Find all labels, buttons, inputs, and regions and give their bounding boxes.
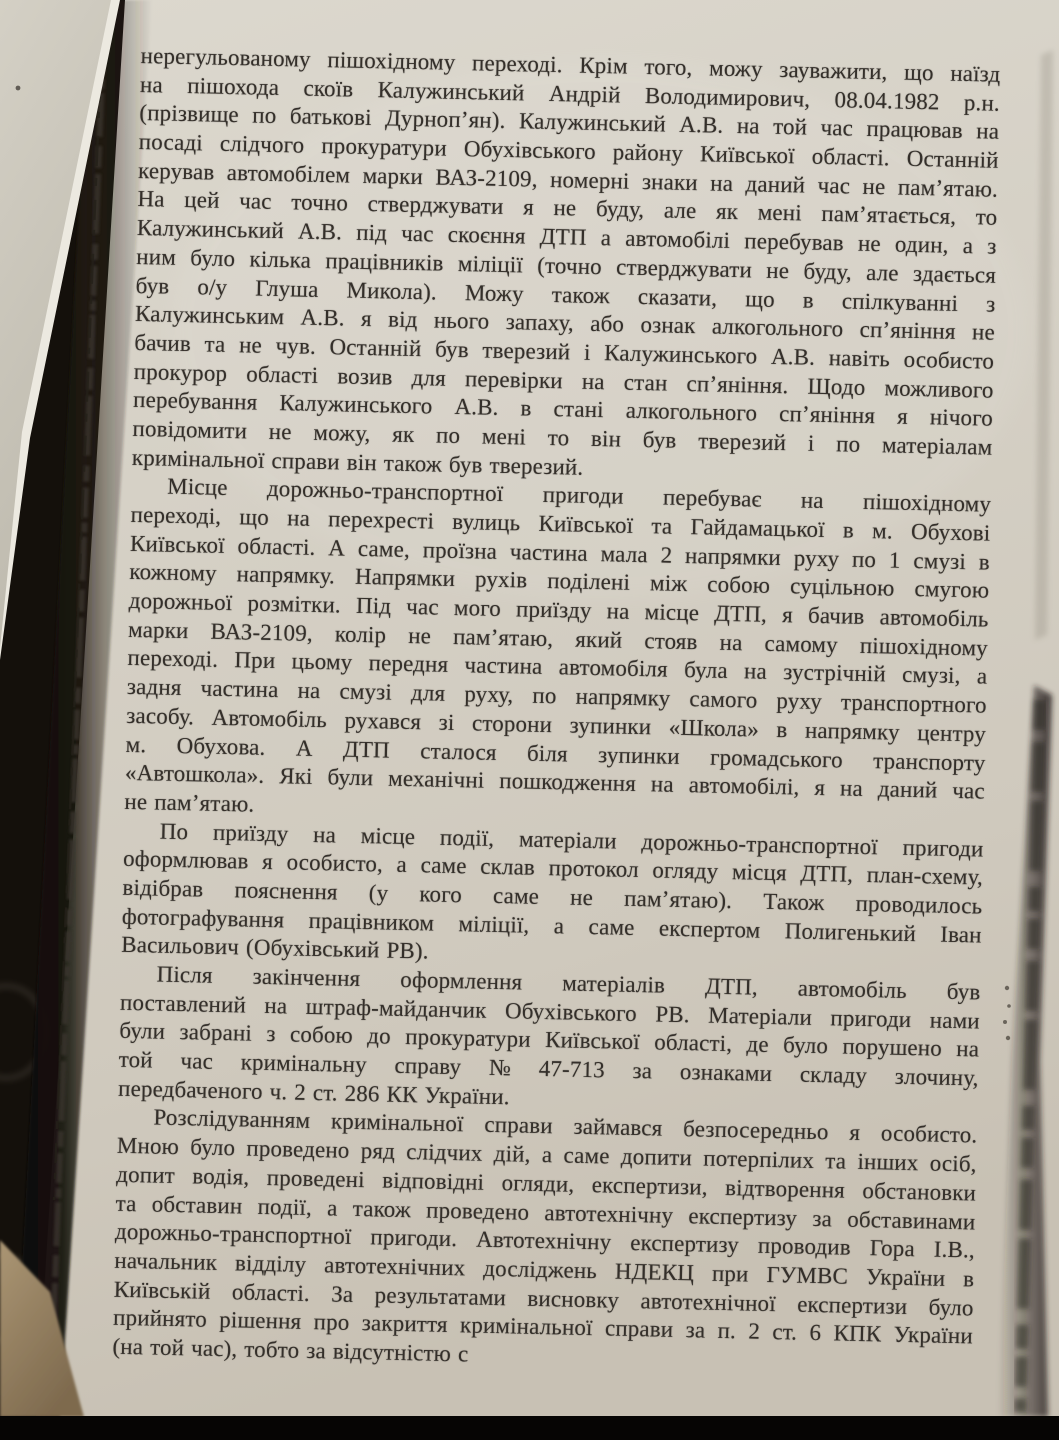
document-line: поставлений на штраф-майданчик Обухівського РВ. Матеріали пригоди нами <box>119 989 981 1034</box>
document-line: переході. При цьому передня частина автомобіля була на зустрічній смузі, а <box>127 645 988 690</box>
document-line: (прізвище по батькові Дурноп’ян). Калужинський А.В. на той час працював на <box>139 100 1000 145</box>
document-line: відібрав пояснення (у кого саме не пам’ятаю). Також проводилось <box>122 874 983 919</box>
document-line: та обставин події, а також проведено автотехнічну експертизу за обставинами <box>115 1190 976 1234</box>
paper-speck <box>16 86 21 91</box>
document-line: посаді слідчого прокуратури Обухівського району Київської області. Останній <box>138 129 999 173</box>
bottom-black-bar <box>0 1416 1059 1440</box>
document-line: дорожньо-транспортної пригоди. Автотехнічну експертизу проводив Гора І.В., <box>114 1218 976 1263</box>
document-line: Місце дорожньо-транспортної пригоди перебуває на пішохідному <box>167 473 992 517</box>
document-line: Калужинським А.В. я від нього запаху, або ознак алкогольного сп’яніння не <box>134 301 996 345</box>
document-line: засобу. Автомобіль рухався зі сторони зупинки «Школа» в напрямку центру <box>126 702 987 747</box>
document-line: Васильович (Обухівський РВ). <box>121 932 429 964</box>
document-line: (на той час), тобто за відсутністю с <box>112 1333 469 1367</box>
document-line: керував автомобілем марки ВАЗ-2109, номерні знаки на даний час не пам’ятаю. <box>137 157 999 202</box>
document-line: Розслідуванням кримінальної справи займався безпосередньо я особисто. <box>153 1104 978 1148</box>
document-line: повідомити не можу, як по мені то він був тверезий і по матеріалам <box>132 415 993 460</box>
document-line: Київської області. А саме, проїзна частина мала 2 напрямки руху по 1 смузі в <box>129 530 991 575</box>
document-line: фотографування працівником міліції, а саме експертом Полигенький Іван <box>121 903 982 948</box>
document-line: перебування Калужинського А.В. в стані алкогольного сп’яніння я нічого <box>132 387 994 431</box>
document-line: допит водія, проведені відповідні огляди, експертизи, відтворення обстановки <box>116 1161 977 1206</box>
document-line: кожному напрямку. Напрямки рухів поділені між собою суцільною смугою <box>129 559 990 604</box>
document-line: кримінальної справи він також був тверезий. <box>131 444 584 480</box>
document-line: прийнято рішення про закриття кримінальної справи за п. 2 ст. 6 КПК України <box>112 1304 974 1349</box>
document-line: Київській області. За результатами висновку автотехнічної експертизи було <box>113 1276 974 1321</box>
document-line: По приїзду на місце події, матеріали дорожньо-транспортної пригоди <box>159 818 984 862</box>
document-line: бачив та не чув. Останній був тверезий і Калужинського А.В. навіть особисто <box>134 329 995 374</box>
document-line: дорожньої розмітки. Під час мого приїзду на місце ДТП, я бачив автомобіль <box>128 587 989 632</box>
document-line: той час кримінальну справу № 47-713 за ознаками складу злочину, <box>118 1046 979 1091</box>
document-line: марки ВАЗ-2109, колір не пам’ятаю, який стояв на самому пішохідному <box>127 616 989 661</box>
document-line: передбаченого ч. 2 ст. 286 КК України. <box>117 1075 510 1110</box>
document-line: Після закінчення оформлення матеріалів ДТП, автомобіль був <box>156 961 981 1005</box>
document-line: начальник відділу автотехнічних досліджень НДЕКЦ при ГУМВС України в <box>114 1247 975 1292</box>
document-line: не пам’ятаю. <box>124 788 255 817</box>
document-line: ним було кілька працівників міліції (точно стверджувати не буду, але здається <box>136 243 997 288</box>
document-line: прокурор області возив для перевірки на стан сп’яніння. Щодо можливого <box>133 358 994 403</box>
document-line: оформлював я особисто, а саме склав протокол огляду місця ДТП, план-схему, <box>122 846 984 890</box>
document-line: задня частина на смузі для руху, по напрямку самого руху транспортного <box>126 673 987 718</box>
document-line: Мною було проведено ряд слідчих дій, а саме допити потерпілих та інших осіб, <box>116 1132 977 1177</box>
document-line: Калужинський А.В. під час скоєння ДТП а автомобілі перебував не один, а з <box>136 215 997 259</box>
document-line: був о/у Глуша Микола). Можу також сказати, що в спілкуванні з <box>135 272 996 317</box>
document-line: «Автошкола». Які були механічні пошкодження на автомобілі, я на даний час <box>124 760 986 804</box>
document-line: переході, що на перехресті вулиць Київської та Гайдамацької в м. Обухові <box>130 501 991 546</box>
document-line: м. Обухова. А ДТП сталося біля зупинки громадського транспорту <box>125 731 986 776</box>
document-line: були забрані з собою до прокуратури Київської області, де було порушено на <box>119 1018 980 1062</box>
document-line: нерегульованому пішохідному переході. Крім того, можу зауважити, що наїзд <box>140 42 1001 87</box>
document-text <box>112 42 1001 1380</box>
document-line: На цей час точно стверджувати я не буду, але як мені пам’ятається, то <box>137 186 998 231</box>
document-line: на пішохода скоїв Калужинський Андрій Володимирович, 08.04.1982 р.н. <box>139 71 1001 116</box>
